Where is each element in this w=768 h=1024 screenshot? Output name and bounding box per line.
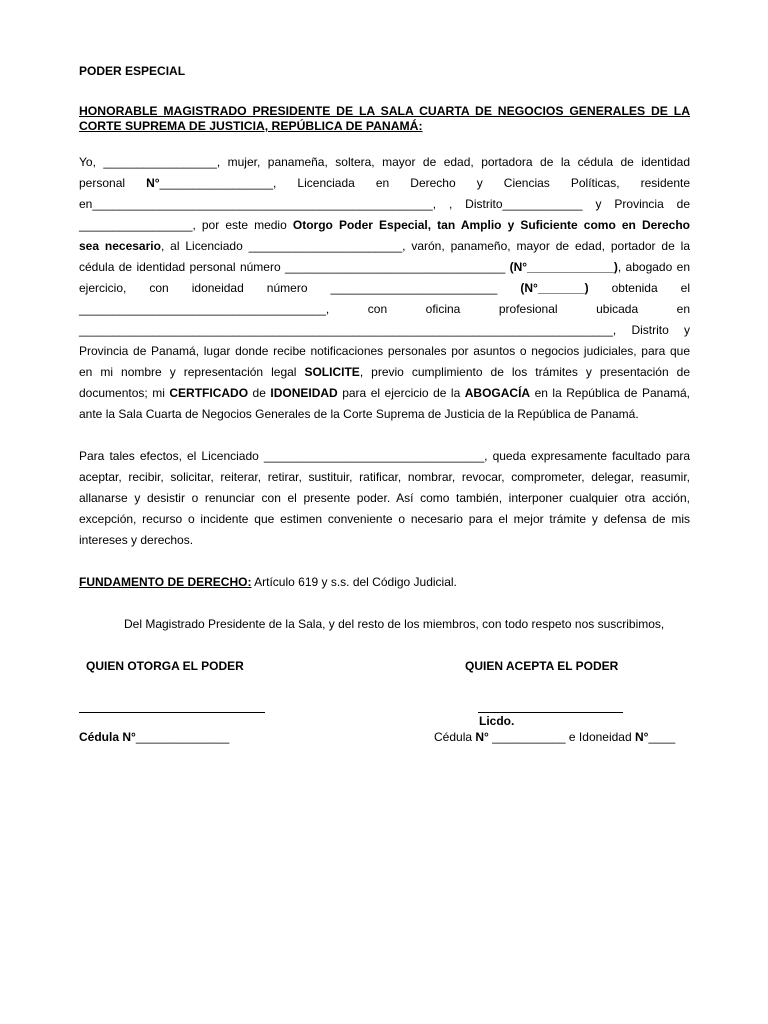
text-span: en la República de Panamá, <box>530 386 690 400</box>
legal-basis-label: FUNDAMENTO DE DERECHO: <box>79 575 252 589</box>
paragraph-line: Yo, _________________, mujer, panameña, soltera, mayor de edad, portadora de la cédula de identidad <box>79 155 690 169</box>
paragraph-line: _____________________________________, con oficina profesional ubicada en <box>79 302 690 316</box>
attorney-idoneidad-blank: ____ <box>648 730 676 744</box>
text-span: (N°_______) <box>520 281 589 295</box>
grantor-id-blank: ______________ <box>135 730 230 744</box>
grantor-id-label: Cédula N° <box>79 730 136 744</box>
paragraph-grant <box>79 152 690 425</box>
text-span: obtenida el <box>588 281 690 295</box>
text-span: ejercicio, con idoneidad número _________________________ <box>79 281 521 295</box>
text-span: CERTFICADO <box>169 386 249 400</box>
paragraph-line <box>79 362 690 383</box>
paragraph-line: Provincia de Panamá, lugar donde recibe notificaciones personales por asuntos o negocios judiciales, para que <box>79 344 690 358</box>
closing-sentence: Del Magistrado Presidente de la Sala, y del resto de los miembros, con todo respeto nos suscribimos, <box>124 617 665 631</box>
paragraph-line <box>79 383 690 404</box>
text-span: personal <box>79 176 147 190</box>
paragraph-line: allanarse y desistir o renunciar con el presente poder. Así como también, interponer cualquier otra acción, <box>79 491 690 505</box>
paragraph-line: en___________________________________________________, , Distrito____________ y Provincia de <box>79 197 690 211</box>
document-title: PODER ESPECIAL <box>79 64 186 78</box>
text-span: documentos; mi <box>79 386 170 400</box>
legal-basis-text: Artículo 619 y s.s. del Código Judicial. <box>251 575 457 589</box>
paragraph-line <box>79 215 690 236</box>
text-span: Otorgo Poder Especial, tan Amplio y Suficiente como en Derecho <box>292 218 690 232</box>
paragraph-line: Para tales efectos, el Licenciado _________________________________, queda expresamente facultado para <box>79 449 690 463</box>
attorney-id <box>434 730 675 744</box>
legal-basis <box>79 575 457 589</box>
text-span: en mi nombre y representación legal <box>79 365 305 379</box>
text-span: N° <box>146 176 160 190</box>
text-span: SOLICITE <box>304 365 360 379</box>
paragraph-line: excepción, recurso o incidente que estimen conveniente o necesario para el mejor trámite y defensa de mis <box>79 512 690 526</box>
text-span: _________________, Licenciada en Derecho y Ciencias Políticas, residente <box>159 176 690 190</box>
attorney-id-no: N° <box>475 730 489 744</box>
attorney-id-label: Cédula <box>434 730 476 744</box>
paragraph-line: aceptar, recibir, solicitar, reiterar, retirar, sustituir, ratificar, nombrar, revocar, comprometer, delegar, reasumir, <box>79 470 690 484</box>
paragraph-line: ________________________________________________________________________________, Distrito y <box>79 323 690 337</box>
text-span: sea necesario <box>79 239 161 253</box>
paragraph-powers <box>79 446 690 551</box>
paragraph-line: ante la Sala Cuarta de Negocios Generales de la Corte Suprema de Justicia de la República de Panamá. <box>79 407 639 421</box>
text-span: , al Licenciado _______________________, varón, panameño, mayor de edad, portador de la <box>160 239 690 253</box>
paragraph-line <box>79 278 690 299</box>
text-span: , previo cumplimiento de los trámites y presentación de <box>359 365 690 379</box>
text-span: para el ejercicio de la <box>337 386 465 400</box>
attorney-heading: QUIEN ACEPTA EL PODER <box>465 659 619 673</box>
grantor-id <box>79 730 229 744</box>
text-span: de <box>248 386 271 400</box>
text-span: cédula de identidad personal número _________________________________ <box>79 260 510 274</box>
attorney-idoneidad-no: N° <box>634 730 649 744</box>
text-span: IDONEIDAD <box>270 386 338 400</box>
text-span: , abogado en <box>617 260 690 274</box>
text-span: _________________, por este medio <box>79 218 293 232</box>
grantor-signature-line <box>79 712 265 713</box>
addressee-heading: HONORABLE MAGISTRADO PRESIDENTE DE LA SALA CUARTA DE NEGOCIOS GENERALES DE LA CORTE SUPREMA DE JUSTICIA, REPÚBLICA DE PANAMÁ: <box>79 104 690 133</box>
paragraph-line <box>79 257 690 278</box>
paragraph-line <box>79 236 690 257</box>
attorney-id-blank: ___________ e Idoneidad <box>488 730 635 744</box>
attorney-title: Licdo. <box>479 714 515 728</box>
grantor-heading: QUIEN OTORGA EL PODER <box>86 659 244 673</box>
paragraph-line <box>79 173 690 194</box>
text-span: (N°_____________) <box>509 260 618 274</box>
attorney-signature-line <box>478 712 623 713</box>
paragraph-line: intereses y derechos. <box>79 533 194 547</box>
text-span: ABOGACÍA <box>464 386 531 400</box>
